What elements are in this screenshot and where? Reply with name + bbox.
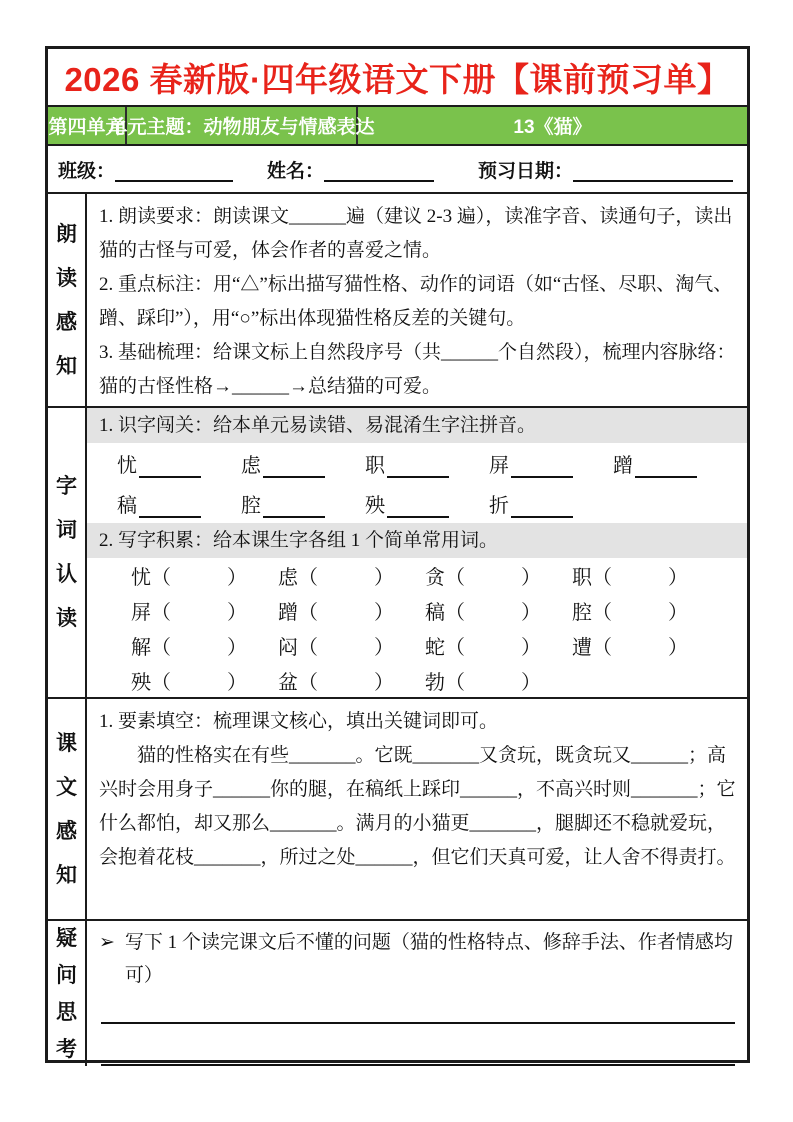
practice-char: 遭 (572, 637, 592, 659)
label-char: 疑 (56, 926, 77, 950)
word-practice-grid (87, 558, 747, 697)
pinyin-item (489, 449, 573, 478)
section-reading (48, 192, 747, 406)
question-prompt-text: 写下 1 个读完课文后不懂的问题（猫的性格特点、修辞手法、作者情感均可） (124, 932, 733, 986)
paren-close: ） (521, 672, 541, 694)
paren-open: （ (445, 602, 465, 624)
practice-char: 闷 (278, 637, 298, 659)
reading-task-1: 1. 朗读要求：朗读课文______遍（建议 2-3 遍），读准字音、读通句子，读出猫的古怪与可爱，体会作者的喜爱之情。 (99, 206, 733, 261)
arrow-bullet-icon: ➢ (99, 931, 115, 953)
paren-close: ） (227, 602, 247, 624)
section-questions (48, 919, 747, 1066)
practice-char: 勃 (425, 672, 445, 694)
label-char: 感 (56, 310, 77, 334)
word-row-2 (131, 593, 747, 628)
section-words (48, 406, 747, 697)
pinyin-blank (139, 494, 201, 518)
class-label: 班级： (58, 160, 116, 182)
practice-char: 殃 (131, 672, 151, 694)
paren-open: （ (445, 567, 465, 589)
pinyin-char: 虑 (241, 454, 261, 477)
word-item (425, 666, 572, 695)
label-char: 感 (56, 819, 77, 843)
paren-open: （ (298, 672, 318, 694)
section-label-questions (48, 921, 87, 1066)
label-char: 思 (56, 1000, 77, 1024)
word-item (131, 596, 278, 625)
title-row (48, 49, 747, 107)
section-label-reading (48, 194, 87, 406)
paren-close: ） (374, 637, 394, 659)
pinyin-char: 忧 (117, 454, 137, 477)
unit-number: 第四单元 (48, 107, 127, 144)
answer-line-2 (101, 1024, 735, 1066)
section-reading-content (87, 194, 747, 406)
name-blank (324, 156, 434, 182)
label-char: 朗 (56, 222, 77, 246)
date-label: 预习日期： (478, 160, 574, 182)
practice-char: 蛇 (425, 637, 445, 659)
pinyin-item (489, 489, 573, 518)
pinyin-char: 稿 (117, 494, 137, 517)
pinyin-blank (387, 454, 449, 478)
pinyin-char: 腔 (241, 494, 261, 517)
word-item (278, 561, 425, 590)
label-char: 课 (56, 731, 77, 755)
pinyin-item (241, 489, 325, 518)
pinyin-item (117, 489, 201, 518)
info-row (48, 146, 747, 192)
section-comprehension (48, 697, 747, 919)
section-comprehension-content (87, 699, 747, 919)
word-item (572, 596, 719, 625)
pinyin-blank (387, 494, 449, 518)
label-char: 认 (56, 563, 77, 586)
pinyin-blank (139, 454, 201, 478)
answer-line-1 (101, 992, 735, 1024)
paren-close: ） (227, 672, 247, 694)
pinyin-blank (511, 494, 573, 518)
practice-char: 稿 (425, 602, 445, 624)
pinyin-item (365, 489, 449, 518)
label-char: 问 (56, 963, 77, 987)
paren-open: （ (298, 567, 318, 589)
label-char: 词 (56, 519, 77, 542)
word-item (572, 561, 719, 590)
label-char: 考 (56, 1037, 77, 1061)
date-blank (573, 156, 733, 182)
lesson-title: 13《猫》 (513, 117, 592, 138)
word-item (425, 631, 572, 660)
paren-open: （ (298, 637, 318, 659)
practice-char: 忧 (131, 567, 151, 589)
paren-open: （ (151, 637, 171, 659)
label-char: 文 (56, 775, 77, 799)
word-item (425, 596, 572, 625)
paren-open: （ (592, 602, 612, 624)
word-item (131, 666, 278, 695)
name-label: 姓名： (267, 160, 325, 182)
unit-theme: 单元主题：动物朋友与情感表达 (127, 107, 358, 144)
pinyin-row-2 (87, 483, 747, 523)
word-item (278, 631, 425, 660)
worksheet-table (45, 46, 750, 1063)
pinyin-char: 屏 (489, 454, 509, 477)
label-char: 字 (56, 475, 77, 498)
pinyin-blank (263, 494, 325, 518)
word-row-1 (131, 558, 747, 593)
reading-task-2: 2. 重点标注：用“△”标出描写猫性格、动作的词语（如“古怪、尽职、淘气、蹭、踩印”），用“○”标出体现猫性格反差的关键句。 (99, 274, 733, 329)
word-row-4 (131, 663, 747, 697)
paren-close: ） (374, 672, 394, 694)
paren-close: ） (374, 567, 394, 589)
pinyin-task-banner: 1. 识字闯关：给本单元易读错、易混淆生字注拼音。 (87, 408, 747, 443)
paren-open: （ (592, 567, 612, 589)
paren-open: （ (445, 637, 465, 659)
paren-close: ） (521, 602, 541, 624)
pinyin-item (241, 449, 325, 478)
pinyin-item (117, 449, 201, 478)
label-char: 读 (56, 607, 77, 630)
practice-char: 贪 (425, 567, 445, 589)
word-task-banner: 2. 写字积累：给本课生字各组 1 个简单常用词。 (87, 523, 747, 558)
word-item (572, 631, 719, 660)
pinyin-blank (635, 454, 697, 478)
paren-open: （ (445, 672, 465, 694)
paren-close: ） (668, 637, 688, 659)
class-blank (115, 156, 233, 182)
label-char: 知 (56, 354, 77, 378)
paren-close: ） (227, 637, 247, 659)
practice-char: 解 (131, 637, 151, 659)
pinyin-char: 蹭 (613, 454, 633, 477)
page-title: 2026 春新版·四年级语文下册【课前预习单】 (64, 60, 731, 98)
section-label-words (48, 408, 87, 697)
word-item (131, 561, 278, 590)
word-item (278, 666, 425, 695)
paren-close: ） (668, 567, 688, 589)
word-item (425, 561, 572, 590)
pinyin-item (365, 449, 449, 478)
pinyin-blank (511, 454, 573, 478)
unit-bar (48, 107, 747, 146)
paren-open: （ (151, 672, 171, 694)
paren-open: （ (592, 637, 612, 659)
section-words-content (87, 408, 747, 697)
word-row-3 (131, 628, 747, 663)
paren-close: ） (374, 602, 394, 624)
pinyin-char: 殃 (365, 494, 385, 517)
section-questions-content (87, 921, 747, 1066)
pinyin-row-1 (87, 443, 747, 483)
question-prompt (99, 926, 739, 992)
label-char: 读 (56, 266, 77, 290)
paren-open: （ (151, 602, 171, 624)
word-item (131, 631, 278, 660)
fill-task-paragraph: 猫的性格实在有些_______。它既_______又贪玩，既贪玩又______；高兴时会用身子______你的腿，在稿纸上踩印______，不高兴时则_______；它什么都怕，却又那么_______。满月的小猫更_______，腿脚还不稳就爱玩，会抱着花枝_______，所过之处______，但它们天真可爱，让人舍不得责打。 (99, 745, 736, 868)
label-char: 知 (56, 863, 77, 887)
paren-close: ） (521, 637, 541, 659)
practice-char: 屏 (131, 602, 151, 624)
paren-close: ） (521, 567, 541, 589)
reading-task-3: 3. 基础梳理：给课文标上自然段序号（共______个自然段），梳理内容脉络：猫的古怪性格→______→总结猫的可爱。 (99, 342, 736, 397)
practice-char: 盆 (278, 672, 298, 694)
pinyin-char: 职 (365, 454, 385, 477)
practice-char: 腔 (572, 602, 592, 624)
fill-task-heading: 1. 要素填空：梳理课文核心，填出关键词即可。 (99, 711, 499, 732)
pinyin-item (613, 449, 697, 478)
practice-char: 职 (572, 567, 592, 589)
paren-open: （ (151, 567, 171, 589)
paren-open: （ (298, 602, 318, 624)
pinyin-char: 折 (489, 494, 509, 517)
paren-close: ） (668, 602, 688, 624)
section-label-comprehension (48, 699, 87, 919)
paren-close: ） (227, 567, 247, 589)
practice-char: 虑 (278, 567, 298, 589)
practice-char: 蹭 (278, 602, 298, 624)
word-item (278, 596, 425, 625)
pinyin-blank (263, 454, 325, 478)
